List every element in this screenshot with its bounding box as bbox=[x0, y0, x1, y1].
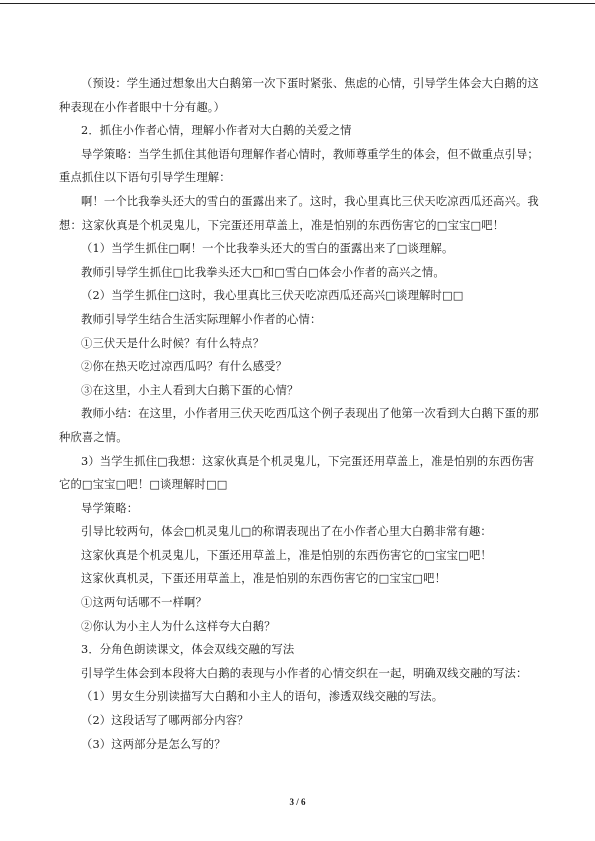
list-item-3: 3）当学生抓住□我想：这家伙真是个机灵鬼儿，下完蛋还用草盖上，准是怕别的东西伤害它的□宝宝□吧！□谈理解时□□ bbox=[59, 454, 535, 492]
paragraph-quote: 啊！一个比我拳头还大的雪白的蛋露出来了。这时，我心里真比三伏天吃凉西瓜还高兴。我想：这家伙真是个机灵鬼儿，下完蛋还用草盖上，准是怕别的东西伤害它的□宝宝□吧！ bbox=[59, 194, 539, 232]
paragraph-summary: 教师小结：在这里，小作者用三伏天吃西瓜这个例子表现出了他第一次看到大白鹅下蛋的那种欣喜之情。 bbox=[59, 407, 539, 444]
paragraph-compare: 引导比较两句，体会□机灵鬼儿□的称谓表现出了在小作者心里大白鹅非常有趣： bbox=[81, 525, 492, 539]
list-item-1: （1）当学生抓住□啊！一个比我拳头还大的雪白的蛋露出来了□谈理解。 bbox=[81, 242, 454, 256]
sentence-a: 这家伙真是个机灵鬼儿，下蛋还用草盖上，准是怕别的东西伤害它的□宝宝□吧！ bbox=[81, 548, 492, 562]
paragraph-guide-3: 引导学生体会到本段将大白鹅的表现与小作者的心情交织在一起，明确双线交融的写法： bbox=[81, 666, 528, 680]
paragraph-preset: （预设：学生通过想象出大白鹅第一次下蛋时紧张、焦虑的心情，引导学生体会大白鹅的这种表现在小作者眼中十分有趣。） bbox=[59, 77, 539, 114]
list-item-2: （2）当学生抓住□这时，我心里真比三伏天吃凉西瓜还高兴□谈理解时□□ bbox=[81, 289, 464, 303]
question-1: ①三伏天是什么时候？有什么特点？ bbox=[81, 336, 265, 350]
question-5: ②你认为小主人为什么这样夸大白鹅？ bbox=[81, 619, 276, 633]
heading-3: 3．分角色朗读课文，体会双线交融的写法 bbox=[81, 643, 295, 657]
paragraph-guide-1: 教师引导学生抓住□比我拳头还大□和□雪白□体会小作者的高兴之情。 bbox=[81, 265, 445, 279]
header-rule bbox=[0, 3, 595, 4]
document-body bbox=[59, 72, 539, 756]
question-2: ②你在热天吃过凉西瓜吗？有什么感受？ bbox=[81, 360, 288, 374]
question-4: ①这两句话哪不一样啊？ bbox=[81, 596, 207, 610]
strategy-label: 导学策略： bbox=[81, 501, 139, 515]
list-item-6: （3）这两部分是怎么写的？ bbox=[81, 737, 226, 751]
paragraph-guide-2: 教师引导学生结合生活实际理解小作者的心情： bbox=[81, 312, 322, 326]
paragraph-strategy: 导学策略：当学生抓住其他语句理解作者心情时，教师尊重学生的体会，但不做重点引导；重点抓住以下语句引导学生理解： bbox=[59, 147, 539, 185]
question-3: ③在这里，小主人看到大白鹅下蛋的心情？ bbox=[81, 383, 299, 397]
sentence-b: 这家伙真机灵，下蛋还用草盖上，准是怕别的东西伤害它的□宝宝□吧！ bbox=[81, 572, 447, 586]
heading-2: 2．抓住小作者心情，理解小作者对大白鹅的关爱之情 bbox=[81, 124, 352, 138]
page-number: 3 / 6 bbox=[289, 797, 306, 807]
list-item-4: （1）男女生分别读描写大白鹅和小主人的语句，渗透双线交融的写法。 bbox=[81, 690, 444, 704]
list-item-5: （2）这段话写了哪两部分内容？ bbox=[81, 714, 249, 728]
